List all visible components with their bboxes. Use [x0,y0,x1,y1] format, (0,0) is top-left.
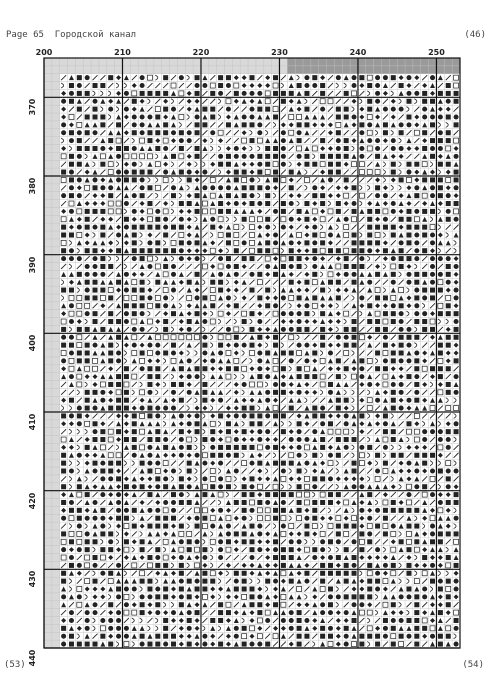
page-title: Page 65 Городской канал [6,30,137,40]
page-reference: (46) [464,30,486,40]
row-label-400: 400 [28,334,37,352]
row-label-380: 380 [28,177,37,195]
row-label-410: 410 [28,413,37,431]
row-label-370: 370 [28,98,37,116]
row-label-430: 430 [28,570,37,588]
column-label-230: 230 [271,48,288,57]
column-label-240: 240 [349,48,367,57]
column-label-250: 250 [428,48,445,57]
column-label-220: 220 [192,48,210,57]
row-label-440: 440 [28,649,37,667]
column-label-200: 200 [35,48,53,57]
row-label-420: 420 [28,492,37,510]
previous-page-reference: (53) [4,660,26,670]
row-label-390: 390 [28,256,37,274]
next-page-reference: (54) [462,660,484,670]
pattern-symbols [44,58,460,648]
column-label-210: 210 [114,48,131,57]
